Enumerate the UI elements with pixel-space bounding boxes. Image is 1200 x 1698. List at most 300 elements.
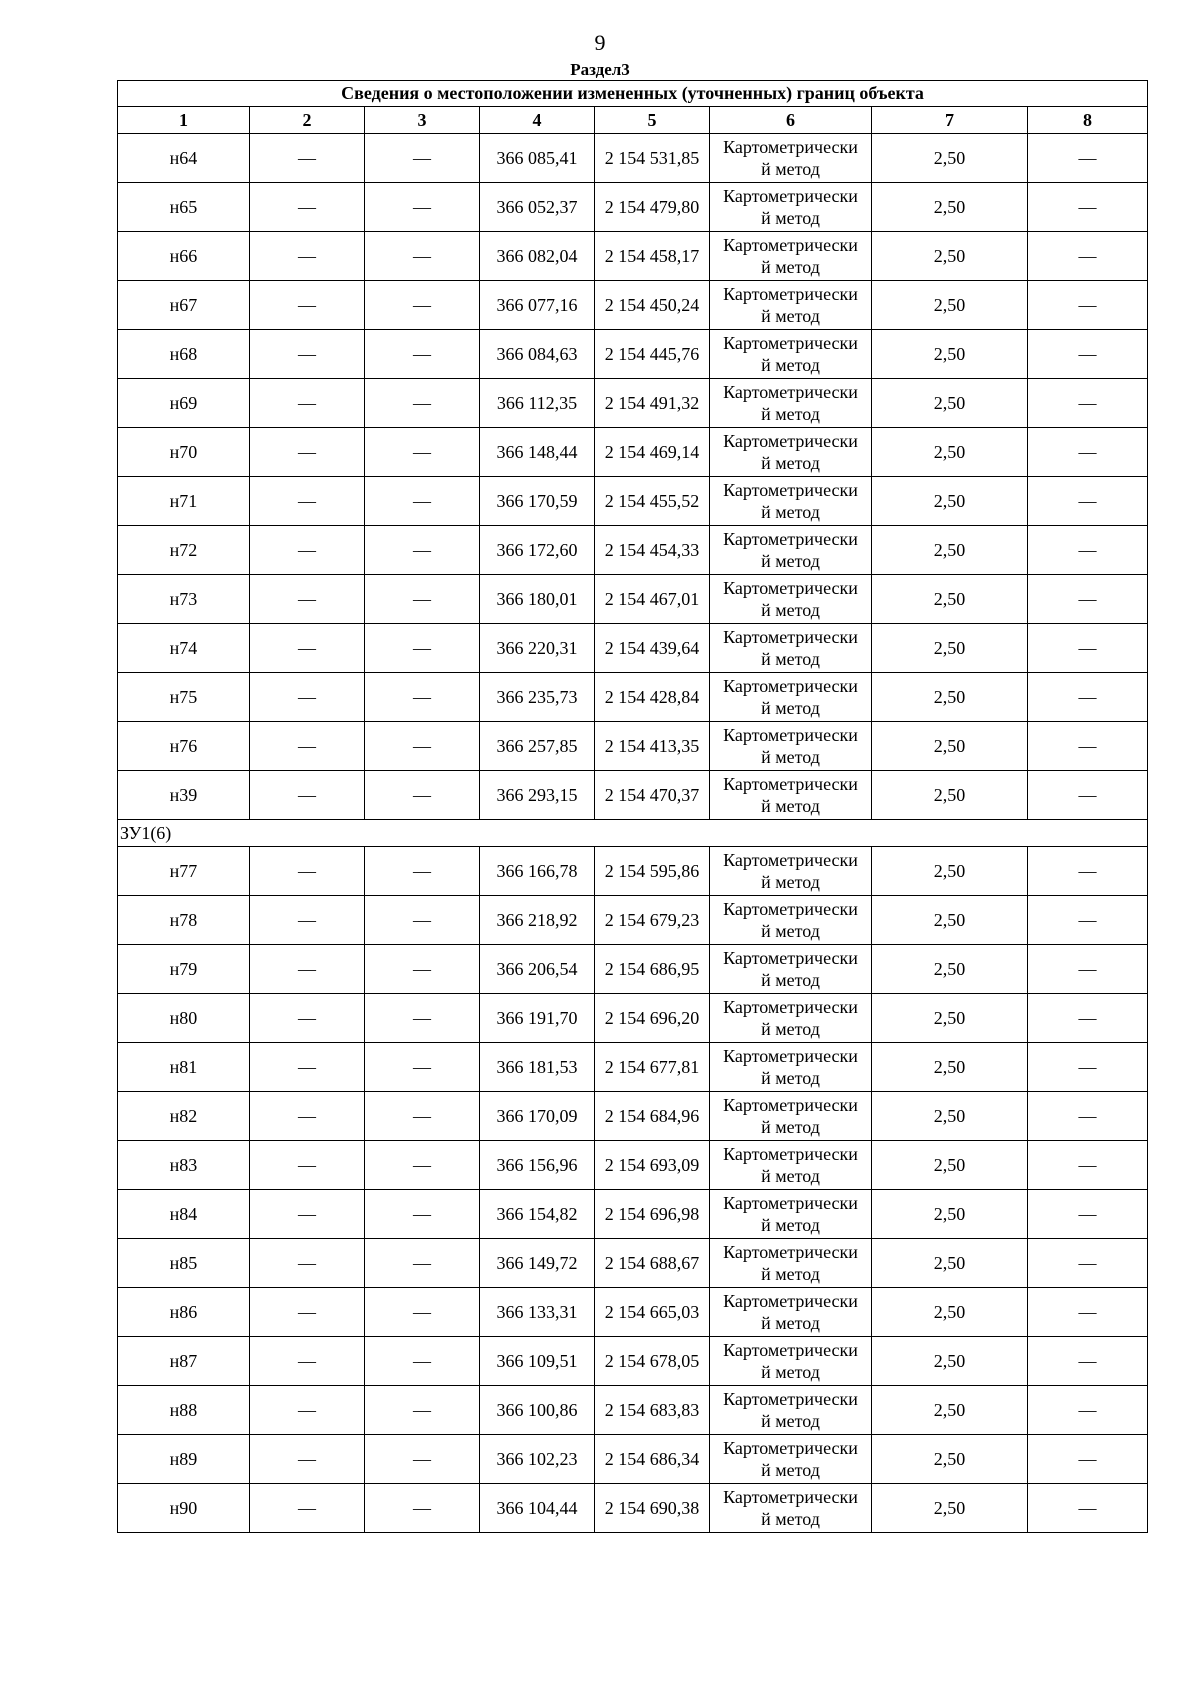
y-coordinate-cell: 2 154 428,84 (595, 673, 710, 722)
column-8-cell: — (1028, 1043, 1148, 1092)
y-coordinate-cell: 2 154 439,64 (595, 624, 710, 673)
column-8-cell: — (1028, 1092, 1148, 1141)
precision-cell: 2,50 (872, 624, 1028, 673)
column-2-cell: — (250, 1337, 365, 1386)
method-text-line: Картометрически (723, 333, 858, 353)
x-coordinate-cell: 366 077,16 (480, 281, 595, 330)
method-text-line: й метод (761, 1362, 820, 1382)
method-text-line: й метод (761, 208, 820, 228)
column-header: 1 (118, 107, 250, 134)
table-row (118, 1043, 1148, 1092)
table-row (118, 1092, 1148, 1141)
column-3-cell: — (365, 477, 480, 526)
column-8-cell: — (1028, 379, 1148, 428)
point-number-cell: н89 (118, 1435, 250, 1484)
method-text-line: й метод (761, 1166, 820, 1186)
column-3-cell: — (365, 1337, 480, 1386)
y-coordinate-cell: 2 154 479,80 (595, 183, 710, 232)
x-coordinate-cell: 366 218,92 (480, 896, 595, 945)
method-text-line: Картометрически (723, 431, 858, 451)
method-text-line: й метод (761, 355, 820, 375)
method-text-line: Картометрически (723, 725, 858, 745)
x-coordinate-cell: 366 166,78 (480, 847, 595, 896)
method-text-line: Картометрически (723, 235, 858, 255)
method-text-line: Картометрически (723, 480, 858, 500)
column-8-cell: — (1028, 1141, 1148, 1190)
column-2-cell: — (250, 1386, 365, 1435)
y-coordinate-cell: 2 154 531,85 (595, 134, 710, 183)
column-2-cell: — (250, 896, 365, 945)
table-row (118, 281, 1148, 330)
x-coordinate-cell: 366 109,51 (480, 1337, 595, 1386)
method-text-line: Картометрически (723, 1046, 858, 1066)
precision-cell: 2,50 (872, 847, 1028, 896)
point-number-cell: н72 (118, 526, 250, 575)
table-row (118, 477, 1148, 526)
column-2-cell: — (250, 1288, 365, 1337)
precision-cell: 2,50 (872, 945, 1028, 994)
precision-cell: 2,50 (872, 1092, 1028, 1141)
precision-cell: 2,50 (872, 183, 1028, 232)
column-8-cell: — (1028, 183, 1148, 232)
column-3-cell: — (365, 1239, 480, 1288)
section-title: Раздел3 (570, 60, 630, 79)
point-number-cell: н75 (118, 673, 250, 722)
x-coordinate-cell: 366 235,73 (480, 673, 595, 722)
precision-cell: 2,50 (872, 1141, 1028, 1190)
method-text-line: Картометрически (723, 948, 858, 968)
precision-cell: 2,50 (872, 896, 1028, 945)
column-8-cell: — (1028, 330, 1148, 379)
point-number-cell: н84 (118, 1190, 250, 1239)
point-number-cell: н86 (118, 1288, 250, 1337)
y-coordinate-cell: 2 154 696,98 (595, 1190, 710, 1239)
column-3-cell: — (365, 1386, 480, 1435)
method-cell (710, 232, 872, 281)
table-row (118, 673, 1148, 722)
precision-cell: 2,50 (872, 526, 1028, 575)
method-text-line: й метод (761, 1509, 820, 1529)
column-3-cell: — (365, 1484, 480, 1533)
precision-cell: 2,50 (872, 281, 1028, 330)
page-number: 9 (594, 30, 606, 55)
method-text-line: й метод (761, 796, 820, 816)
table-row (118, 896, 1148, 945)
column-2-cell: — (250, 1141, 365, 1190)
x-coordinate-cell: 366 148,44 (480, 428, 595, 477)
method-text-line: Картометрически (723, 1193, 858, 1213)
precision-cell: 2,50 (872, 722, 1028, 771)
column-2-cell: — (250, 1239, 365, 1288)
method-cell (710, 847, 872, 896)
parcel-group-label: ЗУ1(6) (118, 820, 1148, 847)
y-coordinate-cell: 2 154 678,05 (595, 1337, 710, 1386)
x-coordinate-cell: 366 206,54 (480, 945, 595, 994)
precision-cell: 2,50 (872, 575, 1028, 624)
column-2-cell: — (250, 1092, 365, 1141)
method-cell (710, 477, 872, 526)
column-3-cell: — (365, 183, 480, 232)
column-header: 7 (872, 107, 1028, 134)
method-cell (710, 624, 872, 673)
x-coordinate-cell: 366 181,53 (480, 1043, 595, 1092)
table-body (118, 81, 1148, 1533)
method-text-line: й метод (761, 1313, 820, 1333)
method-text-line: Картометрически (723, 284, 858, 304)
precision-cell: 2,50 (872, 134, 1028, 183)
column-8-cell: — (1028, 526, 1148, 575)
x-coordinate-cell: 366 133,31 (480, 1288, 595, 1337)
column-3-cell: — (365, 847, 480, 896)
parcel-group-row (118, 820, 1148, 847)
precision-cell: 2,50 (872, 771, 1028, 820)
point-number-cell: н80 (118, 994, 250, 1043)
precision-cell: 2,50 (872, 428, 1028, 477)
column-8-cell: — (1028, 994, 1148, 1043)
table-row (118, 1190, 1148, 1239)
method-cell (710, 1337, 872, 1386)
table-row (118, 994, 1148, 1043)
column-header: 3 (365, 107, 480, 134)
y-coordinate-cell: 2 154 455,52 (595, 477, 710, 526)
precision-cell: 2,50 (872, 1484, 1028, 1533)
method-text-line: Картометрически (723, 899, 858, 919)
method-cell (710, 1435, 872, 1484)
method-cell (710, 1484, 872, 1533)
method-text-line: й метод (761, 1215, 820, 1235)
method-text-line: Картометрически (723, 1389, 858, 1409)
column-3-cell: — (365, 330, 480, 379)
x-coordinate-cell: 366 085,41 (480, 134, 595, 183)
column-3-cell: — (365, 673, 480, 722)
method-cell (710, 945, 872, 994)
x-coordinate-cell: 366 180,01 (480, 575, 595, 624)
method-cell (710, 330, 872, 379)
column-2-cell: — (250, 281, 365, 330)
point-number-cell: н77 (118, 847, 250, 896)
x-coordinate-cell: 366 154,82 (480, 1190, 595, 1239)
method-text-line: й метод (761, 600, 820, 620)
method-text-line: й метод (761, 551, 820, 571)
column-2-cell: — (250, 722, 365, 771)
method-text-line: й метод (761, 1411, 820, 1431)
method-cell (710, 134, 872, 183)
column-2-cell: — (250, 1435, 365, 1484)
table-row (118, 134, 1148, 183)
method-cell (710, 1386, 872, 1435)
table-row (118, 1484, 1148, 1533)
column-8-cell: — (1028, 281, 1148, 330)
x-coordinate-cell: 366 220,31 (480, 624, 595, 673)
table-row (118, 1435, 1148, 1484)
table-row (118, 1288, 1148, 1337)
y-coordinate-cell: 2 154 413,35 (595, 722, 710, 771)
point-number-cell: н88 (118, 1386, 250, 1435)
precision-cell: 2,50 (872, 1239, 1028, 1288)
method-cell (710, 1043, 872, 1092)
column-8-cell: — (1028, 771, 1148, 820)
column-header: 5 (595, 107, 710, 134)
method-text-line: Картометрически (723, 578, 858, 598)
method-cell (710, 428, 872, 477)
method-text-line: Картометрически (723, 1242, 858, 1262)
method-cell (710, 722, 872, 771)
point-number-cell: н81 (118, 1043, 250, 1092)
method-text-line: Картометрически (723, 1340, 858, 1360)
column-number-row (118, 107, 1148, 134)
method-text-line: Картометрически (723, 1438, 858, 1458)
column-3-cell: — (365, 1288, 480, 1337)
x-coordinate-cell: 366 257,85 (480, 722, 595, 771)
x-coordinate-cell: 366 172,60 (480, 526, 595, 575)
y-coordinate-cell: 2 154 696,20 (595, 994, 710, 1043)
point-number-cell: н67 (118, 281, 250, 330)
column-header: 2 (250, 107, 365, 134)
column-8-cell: — (1028, 896, 1148, 945)
method-text-line: й метод (761, 649, 820, 669)
precision-cell: 2,50 (872, 330, 1028, 379)
x-coordinate-cell: 366 156,96 (480, 1141, 595, 1190)
table-row (118, 526, 1148, 575)
table-row (118, 722, 1148, 771)
column-2-cell: — (250, 477, 365, 526)
y-coordinate-cell: 2 154 467,01 (595, 575, 710, 624)
column-2-cell: — (250, 624, 365, 673)
method-cell (710, 673, 872, 722)
method-cell (710, 1288, 872, 1337)
precision-cell: 2,50 (872, 1386, 1028, 1435)
column-2-cell: — (250, 771, 365, 820)
column-2-cell: — (250, 945, 365, 994)
column-2-cell: — (250, 428, 365, 477)
method-text-line: Картометрически (723, 382, 858, 402)
column-8-cell: — (1028, 847, 1148, 896)
method-text-line: й метод (761, 306, 820, 326)
y-coordinate-cell: 2 154 688,67 (595, 1239, 710, 1288)
method-text-line: Картометрически (723, 627, 858, 647)
method-text-line: Картометрически (723, 1291, 858, 1311)
column-3-cell: — (365, 722, 480, 771)
point-number-cell: н90 (118, 1484, 250, 1533)
method-cell (710, 379, 872, 428)
method-cell (710, 183, 872, 232)
point-number-cell: н82 (118, 1092, 250, 1141)
method-text-line: й метод (761, 453, 820, 473)
table-row (118, 624, 1148, 673)
x-coordinate-cell: 366 112,35 (480, 379, 595, 428)
method-text-line: Картометрически (723, 137, 858, 157)
method-cell (710, 771, 872, 820)
table-caption-row (118, 81, 1148, 107)
precision-cell: 2,50 (872, 1043, 1028, 1092)
table-row (118, 1141, 1148, 1190)
method-text-line: й метод (761, 872, 820, 892)
column-8-cell: — (1028, 428, 1148, 477)
point-number-cell: н39 (118, 771, 250, 820)
column-3-cell: — (365, 526, 480, 575)
precision-cell: 2,50 (872, 994, 1028, 1043)
precision-cell: 2,50 (872, 1190, 1028, 1239)
y-coordinate-cell: 2 154 693,09 (595, 1141, 710, 1190)
point-number-cell: н74 (118, 624, 250, 673)
method-text-line: й метод (761, 1068, 820, 1088)
x-coordinate-cell: 366 170,09 (480, 1092, 595, 1141)
method-cell (710, 994, 872, 1043)
point-number-cell: н69 (118, 379, 250, 428)
method-text-line: Картометрически (723, 676, 858, 696)
method-text-line: й метод (761, 404, 820, 424)
precision-cell: 2,50 (872, 379, 1028, 428)
column-8-cell: — (1028, 1484, 1148, 1533)
x-coordinate-cell: 366 082,04 (480, 232, 595, 281)
y-coordinate-cell: 2 154 595,86 (595, 847, 710, 896)
point-number-cell: н79 (118, 945, 250, 994)
point-number-cell: н73 (118, 575, 250, 624)
y-coordinate-cell: 2 154 686,95 (595, 945, 710, 994)
column-8-cell: — (1028, 1337, 1148, 1386)
method-cell (710, 526, 872, 575)
table-row (118, 771, 1148, 820)
column-8-cell: — (1028, 722, 1148, 771)
method-text-line: Картометрически (723, 1144, 858, 1164)
x-coordinate-cell: 366 293,15 (480, 771, 595, 820)
column-2-cell: — (250, 1484, 365, 1533)
point-number-cell: н64 (118, 134, 250, 183)
method-cell (710, 1141, 872, 1190)
precision-cell: 2,50 (872, 477, 1028, 526)
column-8-cell: — (1028, 134, 1148, 183)
table-row (118, 1239, 1148, 1288)
column-2-cell: — (250, 673, 365, 722)
column-3-cell: — (365, 945, 480, 994)
method-text-line: й метод (761, 1117, 820, 1137)
x-coordinate-cell: 366 100,86 (480, 1386, 595, 1435)
method-text-line: й метод (761, 257, 820, 277)
column-header: 6 (710, 107, 872, 134)
column-2-cell: — (250, 526, 365, 575)
column-3-cell: — (365, 134, 480, 183)
point-number-cell: н78 (118, 896, 250, 945)
method-text-line: Картометрически (723, 774, 858, 794)
method-text-line: й метод (761, 970, 820, 990)
method-cell (710, 1190, 872, 1239)
y-coordinate-cell: 2 154 458,17 (595, 232, 710, 281)
point-number-cell: н76 (118, 722, 250, 771)
y-coordinate-cell: 2 154 665,03 (595, 1288, 710, 1337)
column-3-cell: — (365, 771, 480, 820)
point-number-cell: н70 (118, 428, 250, 477)
y-coordinate-cell: 2 154 454,33 (595, 526, 710, 575)
column-3-cell: — (365, 624, 480, 673)
table-row (118, 847, 1148, 896)
column-3-cell: — (365, 994, 480, 1043)
method-text-line: й метод (761, 747, 820, 767)
boundary-coordinates-table (117, 80, 1148, 1533)
method-text-line: й метод (761, 159, 820, 179)
table-row (118, 232, 1148, 281)
column-2-cell: — (250, 134, 365, 183)
point-number-cell: н83 (118, 1141, 250, 1190)
method-text-line: Картометрически (723, 850, 858, 870)
method-text-line: Картометрически (723, 529, 858, 549)
column-8-cell: — (1028, 1435, 1148, 1484)
method-text-line: й метод (761, 698, 820, 718)
column-8-cell: — (1028, 624, 1148, 673)
precision-cell: 2,50 (872, 1435, 1028, 1484)
column-8-cell: — (1028, 575, 1148, 624)
y-coordinate-cell: 2 154 677,81 (595, 1043, 710, 1092)
y-coordinate-cell: 2 154 686,34 (595, 1435, 710, 1484)
table-row (118, 1386, 1148, 1435)
x-coordinate-cell: 366 191,70 (480, 994, 595, 1043)
precision-cell: 2,50 (872, 673, 1028, 722)
point-number-cell: н85 (118, 1239, 250, 1288)
column-3-cell: — (365, 1141, 480, 1190)
precision-cell: 2,50 (872, 1337, 1028, 1386)
column-8-cell: — (1028, 945, 1148, 994)
column-8-cell: — (1028, 1386, 1148, 1435)
column-8-cell: — (1028, 1190, 1148, 1239)
method-text-line: й метод (761, 1019, 820, 1039)
column-8-cell: — (1028, 1239, 1148, 1288)
x-coordinate-cell: 366 170,59 (480, 477, 595, 526)
column-3-cell: — (365, 281, 480, 330)
column-3-cell: — (365, 896, 480, 945)
column-8-cell: — (1028, 232, 1148, 281)
table-row (118, 575, 1148, 624)
column-2-cell: — (250, 1043, 365, 1092)
method-text-line: й метод (761, 1264, 820, 1284)
method-cell (710, 896, 872, 945)
x-coordinate-cell: 366 084,63 (480, 330, 595, 379)
column-2-cell: — (250, 379, 365, 428)
y-coordinate-cell: 2 154 469,14 (595, 428, 710, 477)
column-3-cell: — (365, 428, 480, 477)
column-2-cell: — (250, 575, 365, 624)
table-caption: Сведения о местоположении измененных (уточненных) границ объекта (118, 81, 1148, 107)
column-header: 4 (480, 107, 595, 134)
column-2-cell: — (250, 183, 365, 232)
method-cell (710, 1092, 872, 1141)
x-coordinate-cell: 366 052,37 (480, 183, 595, 232)
column-3-cell: — (365, 575, 480, 624)
precision-cell: 2,50 (872, 1288, 1028, 1337)
method-text-line: й метод (761, 1460, 820, 1480)
column-3-cell: — (365, 1043, 480, 1092)
column-2-cell: — (250, 1190, 365, 1239)
method-text-line: Картометрически (723, 186, 858, 206)
method-cell (710, 575, 872, 624)
column-header: 8 (1028, 107, 1148, 134)
y-coordinate-cell: 2 154 445,76 (595, 330, 710, 379)
column-8-cell: — (1028, 477, 1148, 526)
method-text-line: й метод (761, 502, 820, 522)
precision-cell: 2,50 (872, 232, 1028, 281)
table-row (118, 1337, 1148, 1386)
method-text-line: Картометрически (723, 1487, 858, 1507)
y-coordinate-cell: 2 154 683,83 (595, 1386, 710, 1435)
column-3-cell: — (365, 232, 480, 281)
x-coordinate-cell: 366 102,23 (480, 1435, 595, 1484)
column-8-cell: — (1028, 673, 1148, 722)
y-coordinate-cell: 2 154 491,32 (595, 379, 710, 428)
table-row (118, 379, 1148, 428)
y-coordinate-cell: 2 154 470,37 (595, 771, 710, 820)
column-8-cell: — (1028, 1288, 1148, 1337)
y-coordinate-cell: 2 154 450,24 (595, 281, 710, 330)
column-2-cell: — (250, 330, 365, 379)
point-number-cell: н65 (118, 183, 250, 232)
